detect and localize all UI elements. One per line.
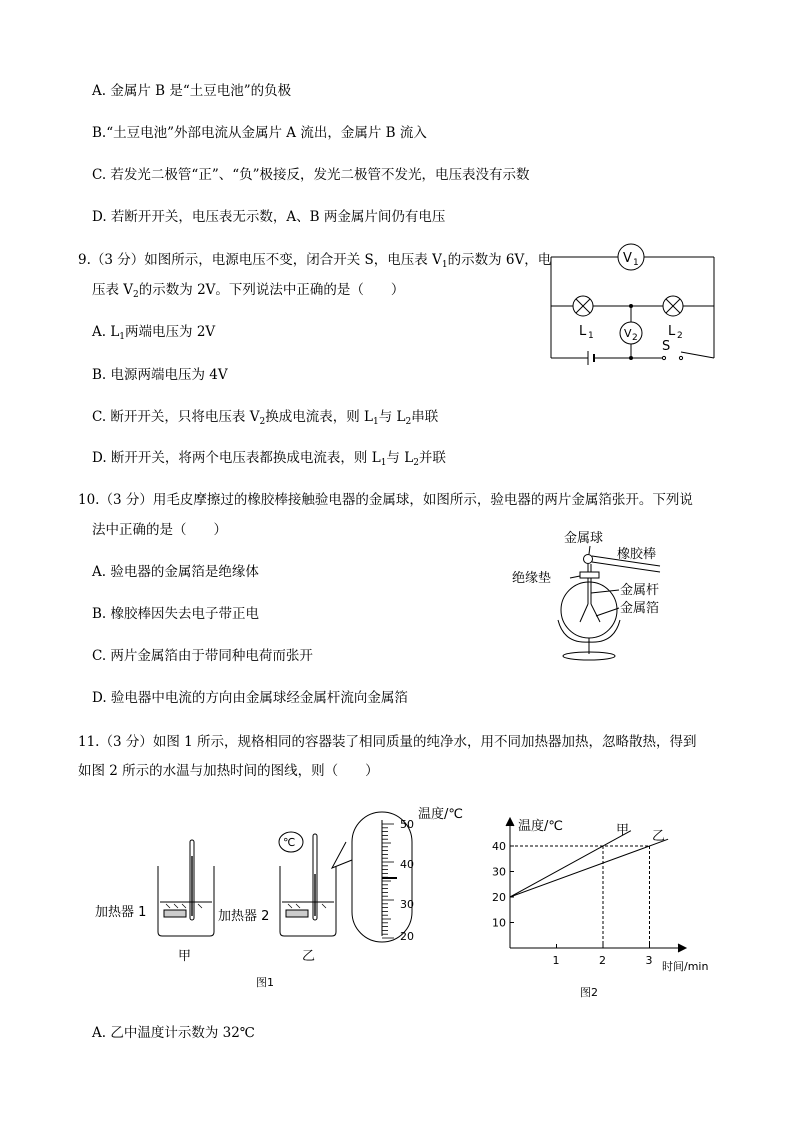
- label-metal-ball: 金属球: [564, 531, 604, 546]
- q10-option-b: B. 橡胶棒因失去电子带正电: [92, 606, 260, 622]
- x-tick-label-1: 1: [552, 954, 560, 967]
- q8-option-d: D. 若断开开关，电压表无示数，A、B 两金属片间仍有电压: [92, 209, 446, 225]
- q10-option-a: A. 验电器的金属箔是绝缘体: [92, 564, 259, 580]
- q11-option-a: A. 乙中温度计示数为 32℃: [92, 1025, 255, 1041]
- svg-text:2: 2: [632, 333, 638, 343]
- q9-option-b: B. 电源两端电压为 4V: [92, 367, 228, 383]
- label-metal-stem: 金属杆: [620, 583, 660, 598]
- q8-option-b: B.“土豆电池”外部电流从金属片 A 流出，金属片 B 流入: [92, 125, 427, 141]
- scale-tick-40: 40: [400, 858, 414, 871]
- q9-circuit-diagram: [545, 238, 720, 366]
- series-line-乙: [510, 839, 668, 897]
- heater-2-label: 加热器 2: [218, 909, 270, 924]
- l2-label: L: [668, 324, 676, 339]
- q10-option-c: C. 两片金属箔由于带同种电荷而张开: [92, 648, 313, 664]
- q9-option-a: A. $L_1$两端电压为 2V: [92, 324, 216, 342]
- q10-stem-line1: 10.（3 分）用毛皮摩擦过的橡胶棒接触验电器的金属球，如图所示，验电器的两片金属箔张开。下列说: [78, 492, 693, 508]
- label-insulating-pad: 绝缘垫: [512, 571, 552, 586]
- y-tick-label-20: 20: [492, 891, 506, 904]
- q11-stem-line2: 如图 2 所示的水温与加热时间的图线，则（ ）: [78, 763, 379, 779]
- x-tick-label-2: 2: [599, 954, 606, 967]
- q10-electroscope-diagram: [508, 526, 668, 664]
- switch-s-icon: [662, 356, 682, 359]
- switch-label: S: [662, 339, 671, 354]
- label-metal-foil: 金属箔: [620, 601, 660, 616]
- scale-tick-50: 50: [400, 818, 414, 831]
- q9-option-c: C. 断开开关，只将电压表 $V_2$换成电流表，则 $L_1$与 $L_2$串联: [92, 409, 439, 427]
- fig2-ylabel: 温度/℃: [518, 819, 563, 834]
- metal-ball-icon: [584, 555, 593, 564]
- label-rubber-rod: 橡胶棒: [617, 547, 657, 562]
- q8-option-a: A. 金属片 B 是“土豆电池”的负极: [92, 83, 292, 99]
- lamp-l1-icon: [573, 296, 593, 316]
- y-tick-label-40: 40: [492, 840, 506, 853]
- beaker-yi-label: 乙: [302, 949, 316, 964]
- fig1-caption: 图1: [256, 976, 274, 989]
- v2-label: V: [624, 327, 632, 340]
- heater-1-label: 加热器 1: [95, 905, 147, 920]
- svg-text:1: 1: [588, 331, 594, 341]
- q10-option-d: D. 验电器中电流的方向由金属球经金属杆流向金属箔: [92, 690, 408, 706]
- fig2-xlabel: 时间/min: [662, 960, 709, 973]
- series-yi-label: 乙: [652, 829, 666, 844]
- x-tick-label-3: 3: [645, 954, 653, 967]
- v1-label: V: [623, 251, 632, 266]
- q11-stem-line1: 11.（3 分）如图 1 所示，规格相同的容器装了相同质量的纯净水，用不同加热器加热，忽略散热，得到: [78, 734, 697, 750]
- battery-icon: [588, 351, 594, 365]
- q9-option-d: D. 断开开关，将两个电压表都换成电流表，则 $L_1$与 $L_2$并联: [92, 450, 446, 468]
- svg-text:1: 1: [633, 258, 639, 268]
- series-line-甲: [510, 831, 631, 897]
- l1-label: L: [579, 324, 587, 339]
- fig1-scale-label: 温度/℃: [418, 807, 463, 822]
- q9-stem-line1: 9.（3 分）如图所示，电源电压不变，闭合开关 S，电压表 $V_1$的示数为 6V，电: [78, 252, 552, 270]
- scale-tick-20: 20: [400, 930, 414, 943]
- scale-tick-30: 30: [400, 898, 414, 911]
- beaker-jia-label: 甲: [178, 949, 192, 964]
- y-tick-label-10: 10: [492, 916, 506, 930]
- q9-stem-line2: 压表 $V_2$的示数为 2V。下列说法中正确的是（ ）: [92, 282, 405, 300]
- celsius-bubble-label: ℃: [283, 836, 296, 849]
- q8-option-c: C. 若发光二极管“正”、“负”极接反，发光二极管不发光，电压表没有示数: [92, 167, 530, 183]
- q11-figure-2-chart: [488, 808, 724, 1004]
- svg-text:2: 2: [677, 331, 683, 341]
- fig2-caption: 图2: [580, 986, 598, 999]
- glass-jar-icon: [561, 582, 617, 638]
- q11-figure-1: [94, 798, 474, 1000]
- y-tick-label-30: 30: [492, 865, 506, 879]
- q10-stem-line2: 法中正确的是（ ）: [92, 522, 227, 538]
- lamp-l2-icon: [663, 296, 683, 316]
- series-jia-label: 甲: [616, 823, 630, 838]
